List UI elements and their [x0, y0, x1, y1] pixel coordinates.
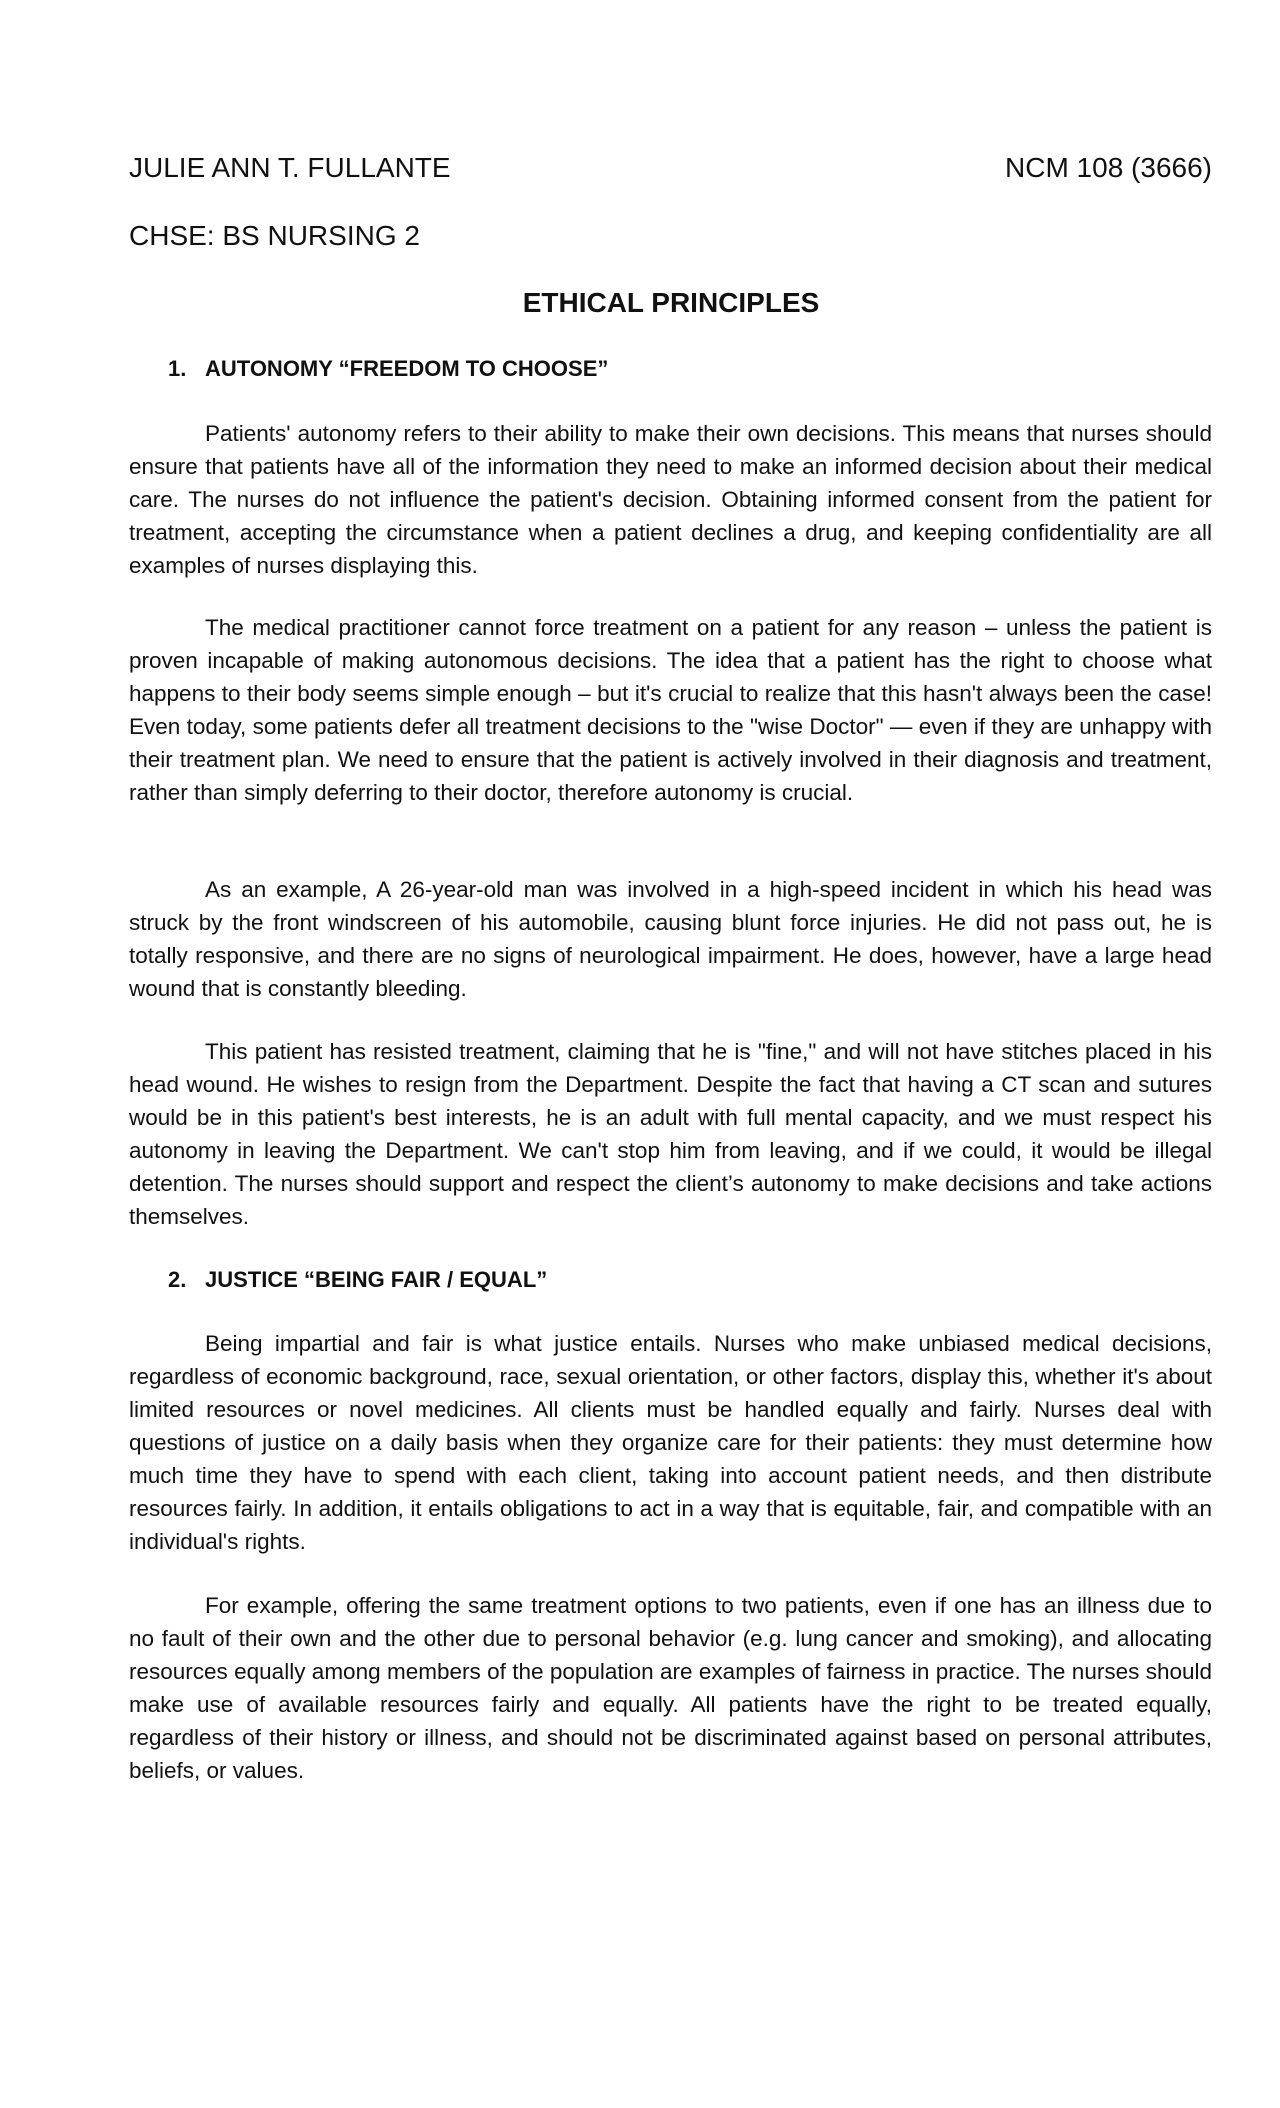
section-heading-justice	[168, 1265, 1251, 1295]
section-number: 2.	[168, 1267, 187, 1292]
section-title: AUTONOMY “FREEDOM TO CHOOSE”	[205, 356, 609, 381]
course-code: NCM 108 (3666)	[1005, 152, 1212, 183]
paragraph: This patient has resisted treatment, claiming that he is "fine," and will not have stitches placed in his head wound. He wishes to resign from the Department. Despite the fact that having a CT scan and sutures would be in this patient's best interests, he is an adult with full mental capacity, and we must respect his autonomy in leaving the Department. We can't stop him from leaving, and if we could, it would be illegal detention. The nurses should support and respect the client’s autonomy to make decisions and take actions themselves.	[129, 1039, 1212, 1229]
document-title: ETHICAL PRINCIPLES	[522, 287, 820, 318]
paragraph: As an example, A 26-year-old man was involved in a high-speed incident in which his head was struck by the front windscreen of his automobile, causing blunt force injuries. He did not pass out, he is totally responsive, and there are no signs of neurological impairment. He does, however, have a large head wound that is constantly bleeding.	[129, 877, 1212, 1001]
section-heading-autonomy	[168, 354, 1251, 384]
student-name: JULIE ANN T. FULLANTE	[129, 152, 451, 183]
program: CHSE: BS NURSING 2	[129, 220, 420, 251]
paragraph: For example, offering the same treatment options to two patients, even if one has an illness due to no fault of their own and the other due to personal behavior (e.g. lung cancer and smoking), and allocating resources equally among members of the population are examples of fairness in practice. The nurses should make use of available resources fairly and equally. All patients have the right to be treated equally, regardless of their history or illness, and should not be discriminated against based on personal attributes, beliefs, or values.	[129, 1593, 1212, 1783]
paragraph: Patients' autonomy refers to their ability to make their own decisions. This means that nurses should ensure that patients have all of the information they need to make an informed decision about their medical care. The nurses do not influence the patient's decision. Obtaining informed consent from the patient for treatment, accepting the circumstance when a patient declines a drug, and keeping confidentiality are all examples of nurses displaying this.	[129, 421, 1212, 578]
paragraph: Being impartial and fair is what justice entails. Nurses who make unbiased medical decisions, regardless of economic background, race, sexual orientation, or other factors, display this, whether it's about limited resources or novel medicines. All clients must be handled equally and fairly. Nurses deal with questions of justice on a daily basis when they organize care for their patients: they must determine how much time they have to spend with each client, taking into account patient needs, and then distribute resources fairly. In addition, it entails obligations to act in a way that is equitable, fair, and compatible with an individual's rights.	[129, 1331, 1212, 1554]
paragraph: The medical practitioner cannot force treatment on a patient for any reason – unless the patient is proven incapable of making autonomous decisions. The idea that a patient has the right to choose what happens to their body seems simple enough – but it's crucial to realize that this hasn't always been the case! Even today, some patients defer all treatment decisions to the "wise Doctor" — even if they are unhappy with their treatment plan. We need to ensure that the patient is actively involved in their diagnosis and treatment, rather than simply deferring to their doctor, therefore autonomy is crucial.	[129, 615, 1212, 805]
section-number: 1.	[168, 356, 187, 381]
section-title: JUSTICE “BEING FAIR / EQUAL”	[205, 1267, 548, 1292]
